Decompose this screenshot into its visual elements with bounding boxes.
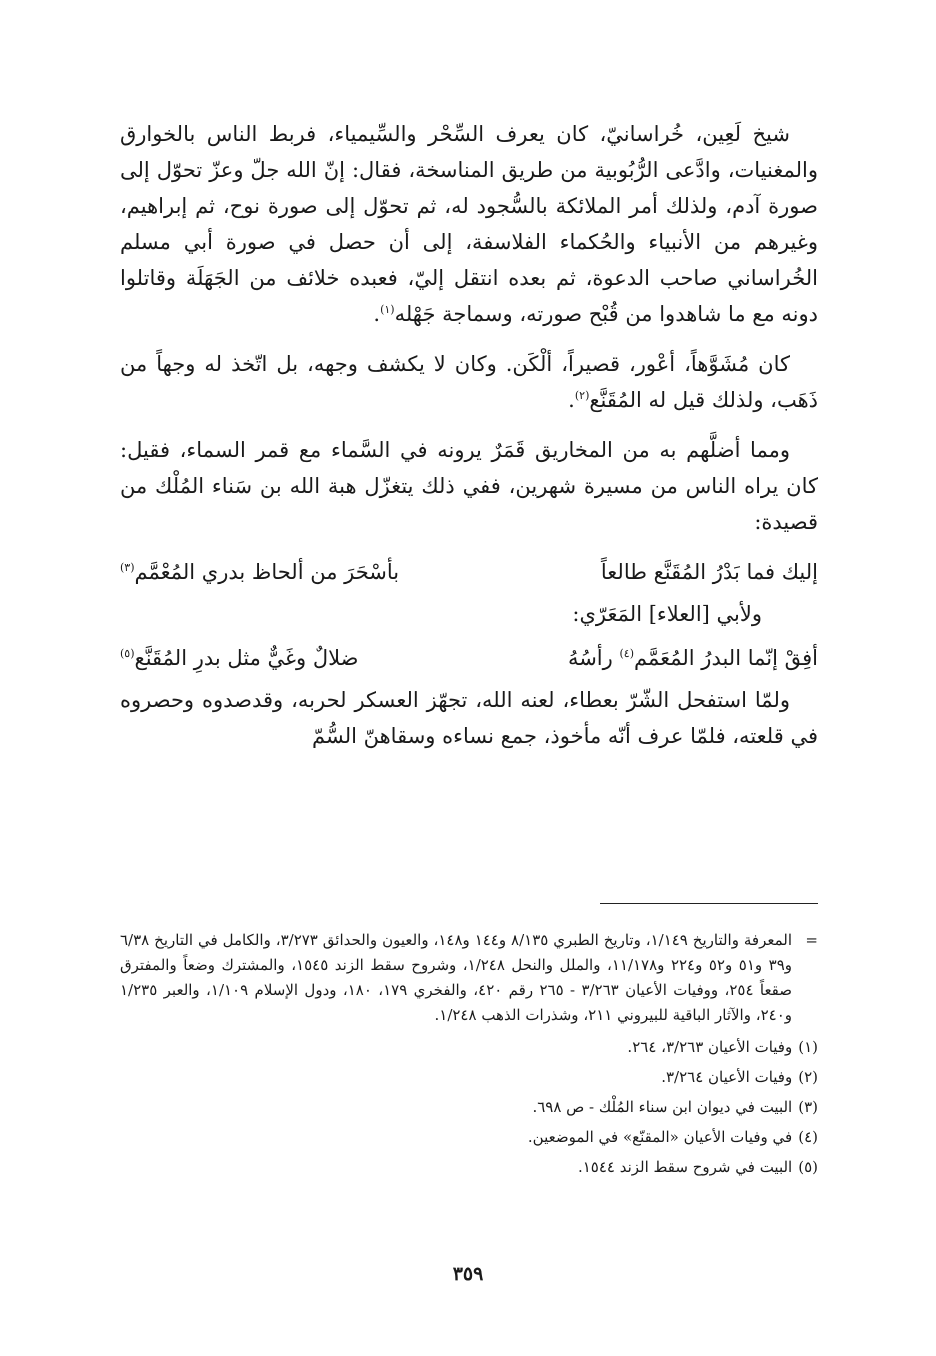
paragraph-1-text: شيخ لَعِين، خُراسانيّ، كان يعرف السِّحْر والسِّيمياء، فربط الناس بالخوارق والمغنيات، وادَّعى الرُّبُوبية من طريق المناسخة، فقال: إنّ الله جلّ وعزّ تحوّل إلى صورة آدم، ولذلك أمر الملائكة بالسُّجود له، ثم تحوّل إلى صورة نوح، ثم إبراهيم، وغيرهم من الأنبياء والحُكماء الفلاسفة، إلى أن حصل في صورة أبي مسلم الخُراساني صاحب الدعوة، ثم بعده انتقل إليّ، فعبده خلائف من الجَهَلَة وقاتلوا دونه مع ما شاهدوا من قُبْح صورته، وسماجة جَهْله: [120, 122, 818, 326]
footnote-ref-3: (٣): [120, 561, 135, 574]
verse-1: [120, 554, 818, 590]
footnote-text: وفيات الأعيان ٣/٢٦٣، ٢٦٤.: [627, 1038, 793, 1056]
footnote-number: (٣): [798, 1098, 818, 1116]
footnote-ref-1: (١): [380, 303, 395, 316]
verse-1-second-hemistich: [120, 554, 399, 590]
verse-1-second-text: بأسْحَرَ من ألحاظ بدري المُعْمَّم: [134, 560, 400, 584]
footnote-ref-5: (٥): [120, 647, 135, 660]
footnote-item: [120, 1032, 818, 1062]
paragraph-2-end: .: [568, 388, 575, 412]
footnote-number: (٥): [798, 1158, 818, 1176]
footnote-number: (٤): [798, 1128, 818, 1146]
footnote-separator: [600, 903, 818, 904]
paragraph-1: [120, 116, 818, 332]
verse-2-intro: ولأبي [العلاء] المَعَرّي:: [572, 602, 762, 626]
footnote-number: (١): [798, 1038, 818, 1056]
footnote-ref-4: (٤): [619, 647, 634, 660]
footnote-item: [120, 1062, 818, 1092]
footnote-text: البيت في شروح سقط الزند ١٥٤٤.: [577, 1158, 793, 1176]
verse-2-first-hemistich: [528, 640, 818, 676]
verse-1-first-hemistich: إليك فما بَدْرُ المُقَنَّع طالعاً: [600, 560, 818, 584]
paragraph-4: ولمّا استفحل الشّرّ بعطاء، لعنه الله، تجهّز العسكر لحربه، وقدصدوه وحصروه في قلعته، فلمّا عرف أنّه مأخوذ، جمع نساءه وسقاهنّ السُّمّ: [120, 688, 818, 748]
verse-2-second-text: ضلالٌ وغَيٌّ مثل بدرِ المُقَنَّع: [134, 646, 359, 670]
paragraph-3: ومما أضلَّهم به من المخاريق قَمَرٌ يرونه في السَّماء مع قمر السماء، فقيل: كان يراه الناس من مسيرة شهرين، ففي ذلك يتغزّل هبة الله بن سَناء المُلْك من قصيدة:: [120, 438, 818, 534]
verse-2: [120, 640, 818, 676]
footnote-item: [120, 1152, 818, 1182]
footnote-number: (٢): [798, 1068, 818, 1086]
verse-2-first-text-a: أفِقْ إنّما البدرُ المُعَمَّم: [634, 646, 818, 670]
footnote-continuation-text: المعرفة والتاريخ ١/١٤٩، وتاريخ الطبري ٨/١٣٥ و١٤٤ و١٤٨، والعيون والحدائق ٣/٢٧٣، والكامل في التاريخ ٦/٣٨ و٣٩ و٥١ و٥٢ و٢٢٤ و١١/١٧٨، والملل والنحل ١/٢٤٨، وشروح سقط الزند ١٥٤٥، والمشترك وضعاً والمفترق صقعاً ٢٥٤، ووفيات الأعيان ٣/٢٦٣ - ٢٦٥ رقم ٤٢٠، والفخري ١٧٩، ١٨٠، ودول الإسلام ١/١٠٩، والعبر ١/٢٣٥ و٢٤٠، والآثار الباقية للبيروني ٢١١، وشذرات الذهب ١/٢٤٨.: [120, 931, 793, 1024]
footnote-continuation: [120, 928, 818, 1028]
footnote-text: البيت في ديوان ابن سناء المُلْك - ص ٦٩٨.: [532, 1098, 793, 1116]
footnote-ref-2: (٢): [574, 389, 590, 402]
footnote-text: وفيات الأعيان ٣/٢٦٤.: [661, 1068, 793, 1086]
footnotes-block: [120, 928, 818, 1182]
continuation-marker: =: [805, 931, 818, 949]
main-text-block: [120, 116, 818, 768]
paragraph-2: [120, 346, 818, 418]
footnote-item: [120, 1092, 818, 1122]
page-number: ٣٥٩: [452, 1263, 484, 1285]
paragraph-1-end: .: [373, 302, 381, 326]
footnote-item: [120, 1122, 818, 1152]
footnote-text: في وفيات الأعيان «المقنّع» في الموضعين.: [527, 1128, 793, 1146]
verse-2-first-text-b: رأسُهُ: [567, 646, 613, 670]
paragraph-2-text: كان مُشَوَّهاً، أعْور، قصيراً، ألْكَن. وكان لا يكشف وجهه، بل اتّخذ له وجهاً من ذَهَب، ولذلك قيل له المُقَنَّع: [120, 352, 818, 412]
verse-2-second-hemistich: [120, 640, 358, 676]
